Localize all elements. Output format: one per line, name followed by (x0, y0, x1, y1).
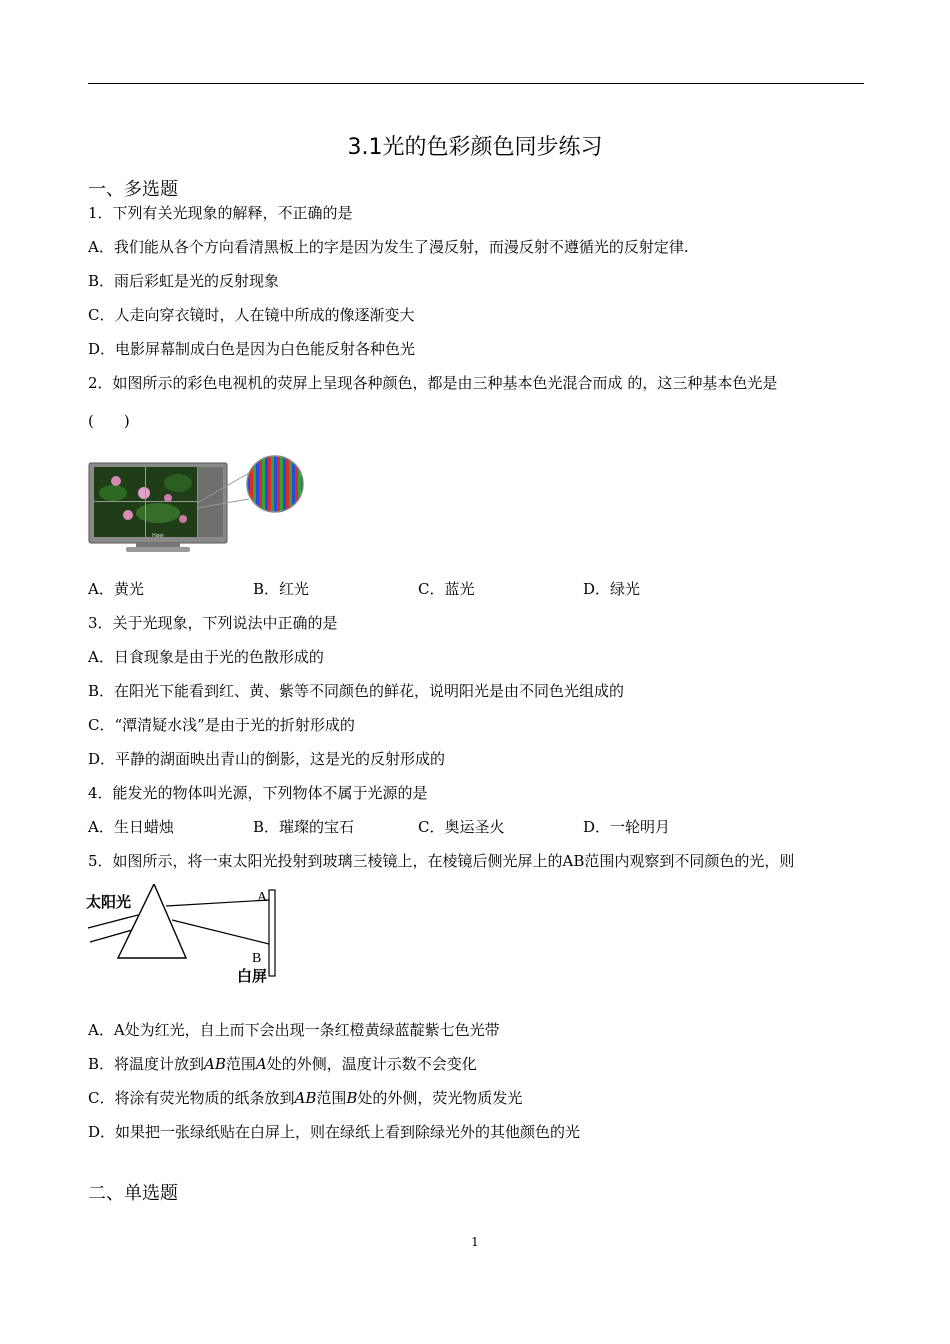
point-b-label: B (252, 951, 262, 966)
q4-option-b: B．璀璨的宝石 (253, 818, 355, 836)
section-heading-multiple-choice: 一、多选题 (88, 179, 178, 200)
q2-option-d: D．绿光 (583, 580, 641, 598)
tv-figure (88, 453, 310, 561)
q1-option-a: A．我们能从各个方向看清黑板上的字是因为发生了漫反射，而漫反射不遵循光的反射定律. (88, 238, 689, 256)
q3-stem: 3．关于光现象，下列说法中正确的是 (88, 614, 338, 632)
sunlight-label: 太阳光 (86, 893, 132, 911)
q4-stem: 4．能发光的物体叫光源，下列物体不属于光源的是 (88, 784, 428, 802)
q1-option-c: C．人走向穿衣镜时，人在镜中所成的像逐渐变大 (88, 306, 415, 324)
q5-option-b: B．将温度计放到AB范围A处的外侧，温度计示数不会变化 (88, 1055, 477, 1073)
q4-option-a: A．生日蜡烛 (88, 818, 174, 836)
q5-option-c: C．将涂有荧光物质的纸条放到AB范围B处的外侧，荧光物质发光 (88, 1089, 523, 1107)
q4-option-d: D．一轮明月 (583, 818, 671, 836)
q5-stem: 5．如图所示，将一束太阳光投射到玻璃三棱镜上，在棱镜后侧光屏上的AB范围内观察到不同颜色的光，则 (88, 852, 795, 870)
q2-option-c: C．蓝光 (418, 580, 475, 598)
q3-option-d: D．平静的湖面映出青山的倒影，这是光的反射形成的 (88, 750, 446, 768)
white-screen-label: 白屏 (237, 967, 268, 985)
q1-option-d: D．电影屏幕制成白色是因为白色能反射各种色光 (88, 340, 416, 358)
header-rule (88, 83, 864, 84)
q5-option-a: A．A处为红光，自上而下会出现一条红橙黄绿蓝靛紫七色光带 (88, 1021, 500, 1039)
page-number: 1 (471, 1235, 479, 1249)
tv-brand-label: Haier (152, 533, 164, 539)
prism-figure (86, 884, 286, 992)
point-a-label: A (257, 890, 268, 905)
q4-option-c: C．奥运圣火 (418, 818, 505, 836)
q2-option-b: B．红光 (253, 580, 310, 598)
page-title: 3.1光的色彩颜色同步练习 (347, 135, 603, 160)
q3-option-a: A．日食现象是由于光的色散形成的 (88, 648, 324, 666)
q1-option-b: B．雨后彩虹是光的反射现象 (88, 272, 280, 290)
q5-option-d: D．如果把一张绿纸贴在白屏上，则在绿纸上看到除绿光外的其他颜色的光 (88, 1123, 581, 1141)
q2-option-a: A．黄光 (88, 580, 144, 598)
q2-answer-paren: ( ) (88, 412, 130, 430)
q2-stem: 2．如图所示的彩色电视机的荧屏上呈现各种颜色，都是由三种基本色光混合而成 的，这三种基本色光是 (88, 374, 778, 392)
section-heading-single-choice: 二、单选题 (88, 1183, 178, 1204)
q1-stem: 1．下列有关光现象的解释，不正确的是 (88, 204, 353, 222)
q3-option-c: C．“潭清疑水浅”是由于光的折射形成的 (88, 716, 355, 734)
q3-option-b: B．在阳光下能看到红、黄、紫等不同颜色的鲜花，说明阳光是由不同色光组成的 (88, 682, 625, 700)
